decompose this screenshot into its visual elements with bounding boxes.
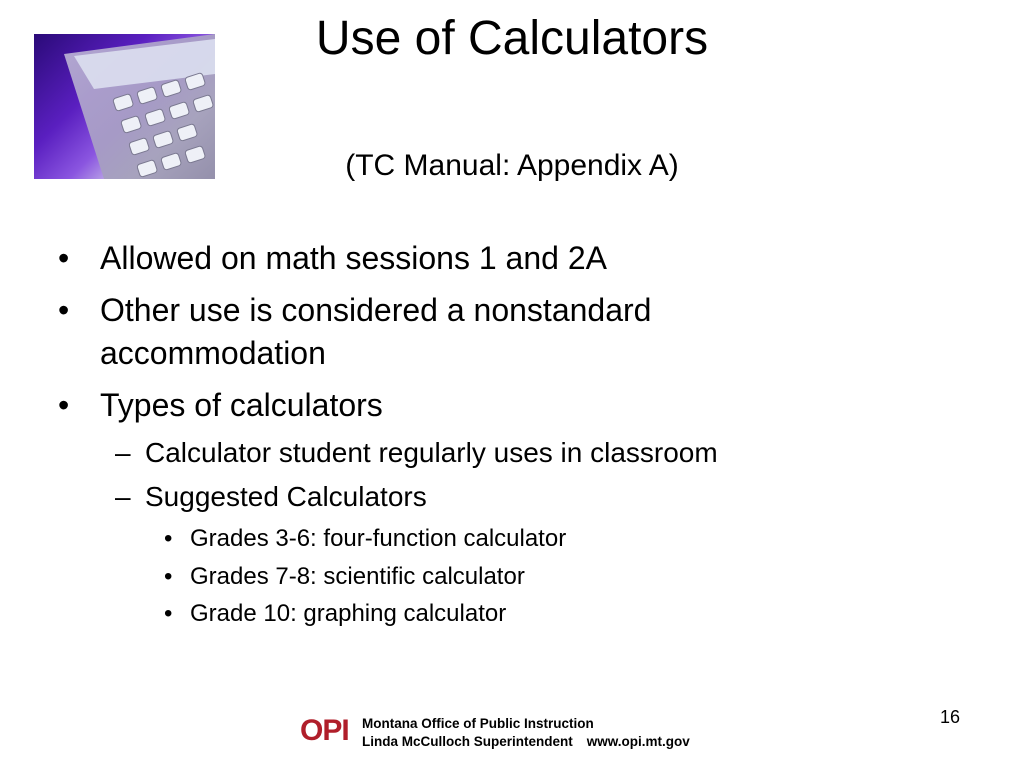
calculator-photo xyxy=(34,34,215,179)
slide-subtitle: (TC Manual: Appendix A) xyxy=(345,149,679,182)
bullet-marker: • xyxy=(164,600,173,627)
opi-logo: OPI xyxy=(300,714,349,747)
footer-superintendent: Linda McCulloch Superintendent xyxy=(362,734,573,749)
bullet-text: Types of calculators xyxy=(100,387,383,423)
slide-title: Use of Calculators xyxy=(315,12,709,65)
bullet-marker: • xyxy=(58,387,70,423)
footer-org: Montana Office of Public Instruction xyxy=(362,716,594,731)
dash-marker: – xyxy=(115,437,131,468)
bullet-text: Other use is considered a nonstandard xyxy=(100,292,652,328)
bullet-text: accommodation xyxy=(100,335,326,371)
sub-sub-bullet-text: Grades 3-6: four-function calculator xyxy=(190,525,567,552)
bullet-text: Allowed on math sessions 1 and 2A xyxy=(100,240,607,276)
footer-url: www.opi.mt.gov xyxy=(586,734,690,749)
page-number: 16 xyxy=(939,707,961,727)
calculator-image-icon xyxy=(34,34,215,179)
footer-credits xyxy=(362,733,690,750)
bullet-marker: • xyxy=(58,292,70,328)
sub-bullet-text: Suggested Calculators xyxy=(145,481,427,512)
bullet-marker: • xyxy=(164,563,173,590)
bullet-marker: • xyxy=(164,525,173,552)
dash-marker: – xyxy=(115,481,131,512)
sub-bullet-text: Calculator student regularly uses in classroom xyxy=(145,437,718,468)
bullet-marker: • xyxy=(58,240,70,276)
sub-sub-bullet-text: Grade 10: graphing calculator xyxy=(190,600,507,627)
sub-sub-bullet-text: Grades 7-8: scientific calculator xyxy=(190,563,525,590)
